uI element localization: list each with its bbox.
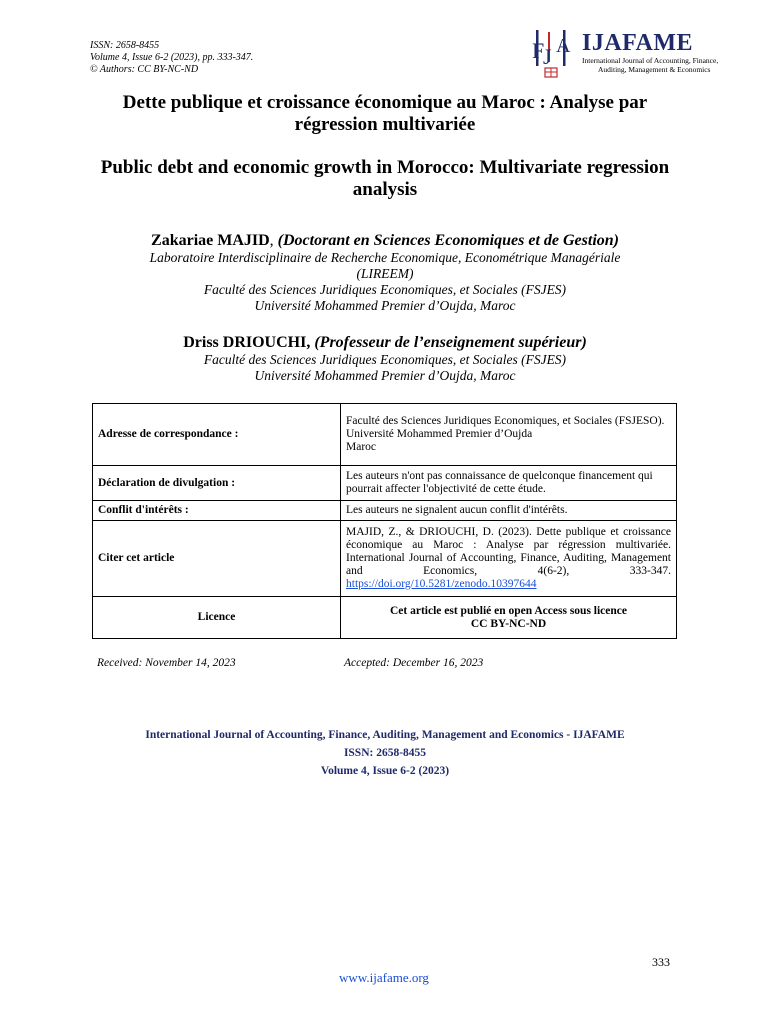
accepted-date: Accepted: December 16, 2023	[344, 657, 484, 669]
conflict-label: Conflit d'intérêts :	[93, 501, 341, 521]
disclosure-label: Déclaration de divulgation :	[93, 466, 341, 501]
table-row	[93, 521, 677, 597]
author-name: Zakariae MAJID	[151, 232, 270, 249]
journal-logo	[530, 28, 720, 84]
svg-text:A: A	[556, 35, 571, 57]
website-link[interactable]: www.ijafame.org	[339, 970, 429, 985]
volume-line: Volume 4, Issue 6-2 (2023), pp. 333-347.	[90, 52, 254, 63]
author-role: (Doctorant en Sciences Economiques et de Gestion)	[277, 232, 619, 249]
author-affiliation: Laboratoire Interdisciplinaire de Recherche Economique, Econométrique Managériale	[149, 250, 621, 265]
author-name: Driss DRIOUCHI,	[183, 334, 311, 351]
cite-value	[341, 521, 677, 597]
journal-logo-subtitle-2: Auditing, Management & Economics	[598, 65, 711, 74]
licence-line: CC BY-NC-ND	[470, 617, 547, 630]
svg-text:F: F	[532, 38, 545, 63]
disclosure-value: Les auteurs n'ont pas connaissance de quelconque financement qui pourrait affecter l'objectivité de cette étude.	[341, 466, 677, 501]
author-affiliation: (LIREEM)	[356, 266, 414, 281]
address-value	[341, 404, 677, 466]
svg-text:J: J	[543, 44, 552, 69]
issn-line: ISSN: 2658-8455	[90, 40, 160, 51]
journal-footer	[90, 726, 680, 780]
table-row	[93, 466, 677, 501]
website-footer	[0, 970, 768, 986]
title-english: Public debt and economic growth in Morocco: Multivariate regression analysis	[100, 157, 670, 200]
author-affiliation: Faculté des Sciences Juridiques Economiques, et Sociales (FSJES)	[203, 352, 567, 367]
author-role: (Professeur de l’enseignement supérieur)	[314, 334, 587, 351]
journal-logo-subtitle-1: International Journal of Accounting, Finance,	[582, 56, 719, 65]
conflict-value: Les auteurs ne signalent aucun conflit d'intérêts.	[341, 501, 677, 521]
address-label: Adresse de correspondance :	[93, 404, 341, 466]
table-row	[93, 501, 677, 521]
licence-label: Licence	[93, 597, 341, 639]
journal-footer-issn: ISSN: 2658-8455	[343, 747, 427, 759]
author-1	[90, 231, 680, 314]
table-row	[93, 597, 677, 639]
author-affiliation: Université Mohammed Premier d’Oujda, Maroc	[254, 298, 516, 313]
licence-line: Cet article est publié en open Access sous licence	[390, 604, 627, 617]
received-date: Received: November 14, 2023	[97, 657, 236, 669]
author-affiliation: Faculté des Sciences Juridiques Economiques, et Sociales (FSJES)	[203, 282, 567, 297]
article-titles	[90, 92, 680, 201]
doi-link[interactable]: https://doi.org/10.5281/zenodo.10397644	[346, 578, 537, 590]
cite-label: Citer cet article	[93, 521, 341, 597]
journal-logo-name: IJAFAME	[582, 30, 694, 56]
publication-meta	[90, 40, 253, 76]
author-2	[90, 333, 680, 384]
journal-footer-name: International Journal of Accounting, Finance, Auditing, Management and Economics - IJAFAME	[145, 729, 625, 741]
table-row	[93, 404, 677, 466]
page-number: 333	[652, 955, 670, 969]
address-line: Université Mohammed Premier d’Oujda	[346, 428, 533, 440]
author-affiliation: Université Mohammed Premier d’Oujda, Maroc	[254, 368, 516, 383]
citation-text: MAJID, Z., & DRIOUCHI, D. (2023). Dette publique et croissance économique au Maroc : Analyse par régression multivariée. International Journal of Accounting, Finance, Auditing, Management and Economics, 4(6-2), 333-347.	[346, 526, 671, 577]
journal-footer-volume: Volume 4, Issue 6-2 (2023)	[320, 765, 450, 777]
title-french: Dette publique et croissance économique au Maroc : Analyse par régression multivariée	[122, 92, 648, 135]
author-separator: ,	[269, 232, 278, 249]
address-line: Maroc	[346, 441, 377, 453]
address-line: Faculté des Sciences Juridiques Economiques, et Sociales (FSJESO).	[346, 415, 665, 427]
license-line: © Authors: CC BY-NC-ND	[90, 64, 199, 75]
article-info-table	[92, 403, 677, 639]
fja-mark-icon	[530, 28, 580, 84]
licence-value	[341, 597, 677, 639]
